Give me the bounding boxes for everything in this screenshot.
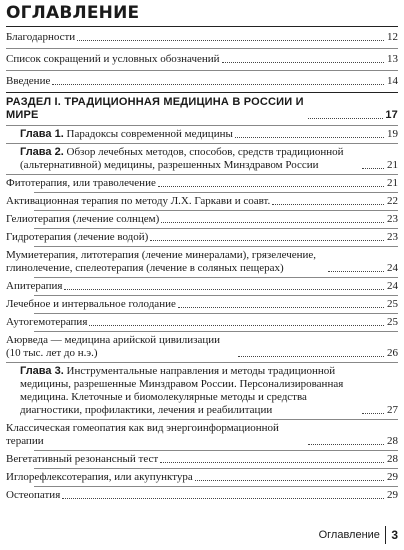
toc-entry-subsection[interactable]: Вегетативный резонансный тест 28 [6, 453, 398, 465]
chapter-label: Глава 1. [20, 128, 64, 140]
section-1 [6, 93, 398, 125]
toc-entry-subsection[interactable]: Фитотерапия, или траволечение 21 [6, 177, 398, 189]
front-matter [6, 27, 398, 92]
toc-entry-subsection[interactable]: Активационная терапия по методу Л.Х. Гаркави и соавт. 22 [6, 195, 398, 207]
toc-entry-subsection[interactable]: Классическая гомеопатия как вид энергоинформационной терапии 28 [6, 422, 398, 447]
toc-entry-abbreviations[interactable]: Список сокращений и условных обозначений 13 [6, 53, 398, 65]
toc-page [6, 3, 398, 504]
toc-entry-subsection[interactable]: Лечебное и интервальное голодание 25 [6, 298, 398, 310]
chapter-2 [6, 144, 398, 174]
toc-entry-subsection[interactable]: Гелиотерапия (лечение солнцем) 23 [6, 213, 398, 225]
chapter-label: Глава 2. [20, 146, 64, 158]
chapter-title: Инструментальные направления и методы традиционной медицины, разрешенные Минздравом России. Персонализированная медицина. Клеточные и биомолекулярные методы и средства диагностики, профилактики, лечения и реабилитации [20, 365, 344, 416]
toc-entry-subsection[interactable]: Остеопатия 29 [6, 489, 398, 501]
page-number: 3 [391, 528, 398, 542]
toc-entry-subsection[interactable]: Апитерапия 24 [6, 280, 398, 292]
toc-entry-subsection[interactable]: Аюрведа — медицина арийской цивилизации (10 тыс. лет до н.э.) 26 [6, 334, 398, 359]
chapter-title: Обзор лечебных методов, способов, средств традиционной (альтернативной) медицины, разрешенных Минздравом России [20, 146, 344, 171]
running-title: Оглавление [318, 529, 380, 541]
toc-entry-section-1[interactable]: РАЗДЕЛ I. ТРАДИЦИОННАЯ МЕДИЦИНА В РОССИИ И МИРЕ 17 [6, 96, 398, 121]
toc-entry-acknowledgements[interactable]: Благодарности 12 [6, 31, 398, 43]
toc-entry-subsection[interactable]: Гидротерапия (лечение водой) 23 [6, 231, 398, 243]
toc-entry-chapter-3[interactable]: Глава 3. Инструментальные направления и методы традиционной медицины, разрешенные Минздравом России. Персонализированная медицина. Клеточные и биомолекулярные методы и средства диагностики, профилактики, лечения и реабилитации 27 [20, 365, 398, 416]
toc-entry-introduction[interactable]: Введение 14 [6, 75, 398, 87]
toc-entry-subsection[interactable]: Иглорефлексотерапия, или акупунктура 29 [6, 471, 398, 483]
footer-divider [385, 526, 386, 544]
toc-entry-chapter-2[interactable]: Глава 2. Обзор лечебных методов, способов, средств традиционной (альтернативной) медицины, разрешенных Минздравом России 21 [20, 146, 398, 171]
chapter-3 [6, 363, 398, 419]
toc-entry-chapter-1[interactable]: Глава 1. Парадоксы современной медицины 19 [20, 128, 398, 140]
toc-title: ОГЛАВЛЕНИЕ [6, 3, 140, 23]
chapter-1 [6, 126, 398, 143]
chapter-title: Парадоксы современной медицины [66, 128, 233, 140]
toc-entry-subsection[interactable]: Мумиетерапия, литотерапия (лечение минералами), грязелечение, глинолечение, спелеотерапия (лечение в соляных пещерах) 24 [6, 249, 398, 274]
chapter-label: Глава 3. [20, 365, 64, 377]
toc-entry-subsection[interactable]: Аутогемотерапия 25 [6, 316, 398, 328]
page-footer [319, 526, 398, 544]
